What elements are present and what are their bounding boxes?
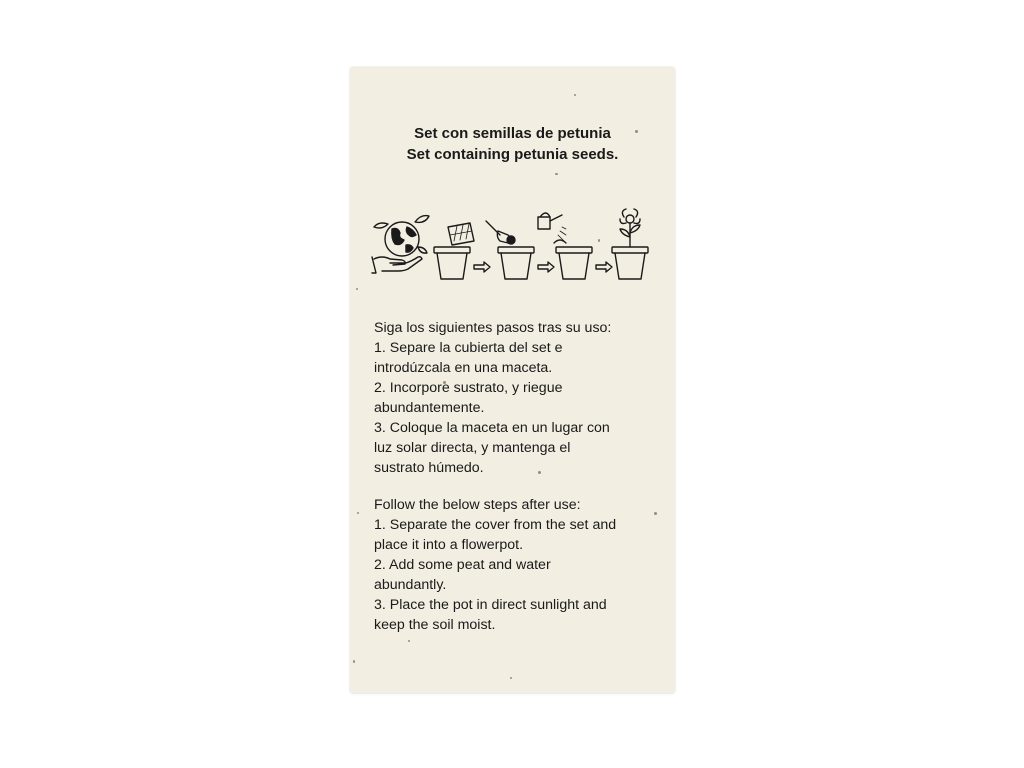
- es-line: 2. Incorpore sustrato, y riegue: [374, 380, 563, 396]
- hand-globe-icon: [372, 216, 429, 273]
- paper-speck: [357, 512, 359, 514]
- es-line: Siga los siguientes pasos tras su uso:: [374, 320, 612, 336]
- paper-speck: [353, 660, 355, 663]
- en-line: keep the soil moist.: [374, 617, 496, 633]
- paper-speck: [356, 288, 358, 290]
- seed-paper-icon: [448, 223, 474, 245]
- en-line: Follow the below steps after use:: [374, 497, 581, 513]
- paper-speck: [408, 640, 410, 642]
- es-line: introdúzcala en una maceta.: [374, 360, 553, 376]
- arrow-right-icon: [474, 262, 490, 272]
- pot-with-flower-icon: [612, 209, 648, 279]
- seed-paper-card: [350, 67, 675, 693]
- paper-speck: [555, 173, 558, 175]
- planting-steps-illustration: [370, 207, 660, 287]
- en-line: 1. Separate the cover from the set and: [374, 517, 617, 533]
- instructions-spanish: [374, 318, 664, 478]
- paper-speck: [574, 94, 576, 96]
- es-line: sustrato húmedo.: [374, 460, 484, 476]
- card-title: [350, 123, 675, 165]
- es-line: luz solar directa, y mantenga el: [374, 440, 571, 456]
- es-line: 3. Coloque la maceta en un lugar con: [374, 420, 610, 436]
- es-line: 1. Separe la cubierta del set e: [374, 340, 563, 356]
- arrow-right-icon: [596, 262, 612, 272]
- pot-icon-1: [434, 247, 470, 279]
- en-line: 2. Add some peat and water: [374, 557, 551, 573]
- en-line: 3. Place the pot in direct sunlight and: [374, 597, 607, 613]
- es-line: abundantemente.: [374, 400, 485, 416]
- en-line: abundantly.: [374, 577, 447, 593]
- arrow-right-icon: [538, 262, 554, 272]
- en-line: place it into a flowerpot.: [374, 537, 524, 553]
- pot-with-trowel-icon: [486, 221, 534, 279]
- title-english: Set containing petunia seeds.: [406, 146, 619, 163]
- paper-speck: [510, 677, 512, 679]
- title-spanish: Set con semillas de petunia: [414, 125, 611, 142]
- instructions-english: [374, 495, 664, 635]
